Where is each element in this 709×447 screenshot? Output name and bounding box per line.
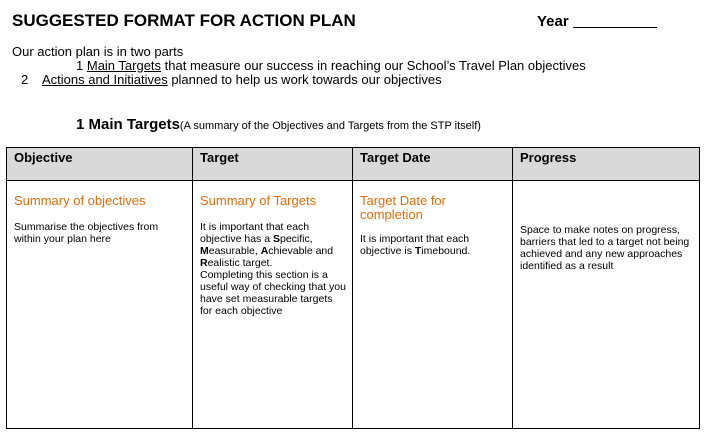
year-field: [537, 13, 657, 30]
target-cell-body-2: Completing this section is a useful way of checking that you have set measurable targets for each objective: [200, 269, 346, 317]
action-plan-table: [6, 147, 700, 429]
item-number: 2: [21, 72, 29, 87]
target-cell[interactable]: [193, 181, 353, 429]
target-date-cell-body: It is important that each objective is Timebound.: [360, 233, 471, 257]
objective-cell-body: Summarise the objectives from within your plan here: [14, 221, 159, 245]
year-label: Year: [537, 13, 569, 30]
objective-cell-heading: Summary of objectives: [14, 193, 146, 208]
header-objective: Objective: [7, 148, 193, 181]
target-cell-heading: Summary of Targets: [200, 193, 317, 208]
progress-spacer: [520, 194, 693, 224]
item-text: planned to help us work towards our objectives: [167, 72, 442, 87]
table-header-row: [7, 148, 700, 181]
section-title: 1 Main Targets: [76, 116, 180, 133]
actions-initiatives-link[interactable]: Actions and Initiatives: [41, 72, 168, 87]
header-progress: Progress: [513, 148, 700, 181]
target-date-cell-heading: Target Date for completion: [360, 193, 446, 222]
intro-item-1: [76, 58, 586, 73]
header-target-date: Target Date: [353, 148, 513, 181]
year-blank-line: [573, 27, 657, 28]
section-heading: [76, 116, 481, 134]
progress-cell-body: Space to make notes on progress, barriers that led to a target not being achieved and any new approaches identified as a result: [520, 224, 690, 272]
objective-cell[interactable]: [7, 181, 193, 429]
target-date-cell[interactable]: [353, 181, 513, 429]
table-row: [7, 181, 700, 429]
section-subtitle: (A summary of the Objectives and Targets from the STP itself): [179, 120, 481, 132]
progress-cell[interactable]: [513, 181, 700, 429]
intro-text: Our action plan is in two parts: [12, 44, 184, 59]
target-cell-body: It is important that each objective has a Specific, Measurable, Achievable and Realistic target.: [200, 221, 334, 269]
item-number: 1: [76, 58, 84, 73]
item-text: that measure our success in reaching our School’s Travel Plan objectives: [161, 58, 586, 73]
intro-item-2: [21, 72, 442, 87]
header-target: Target: [193, 148, 353, 181]
main-targets-link[interactable]: Main Targets: [86, 58, 162, 73]
page-title: SUGGESTED FORMAT FOR ACTION PLAN: [12, 11, 356, 30]
